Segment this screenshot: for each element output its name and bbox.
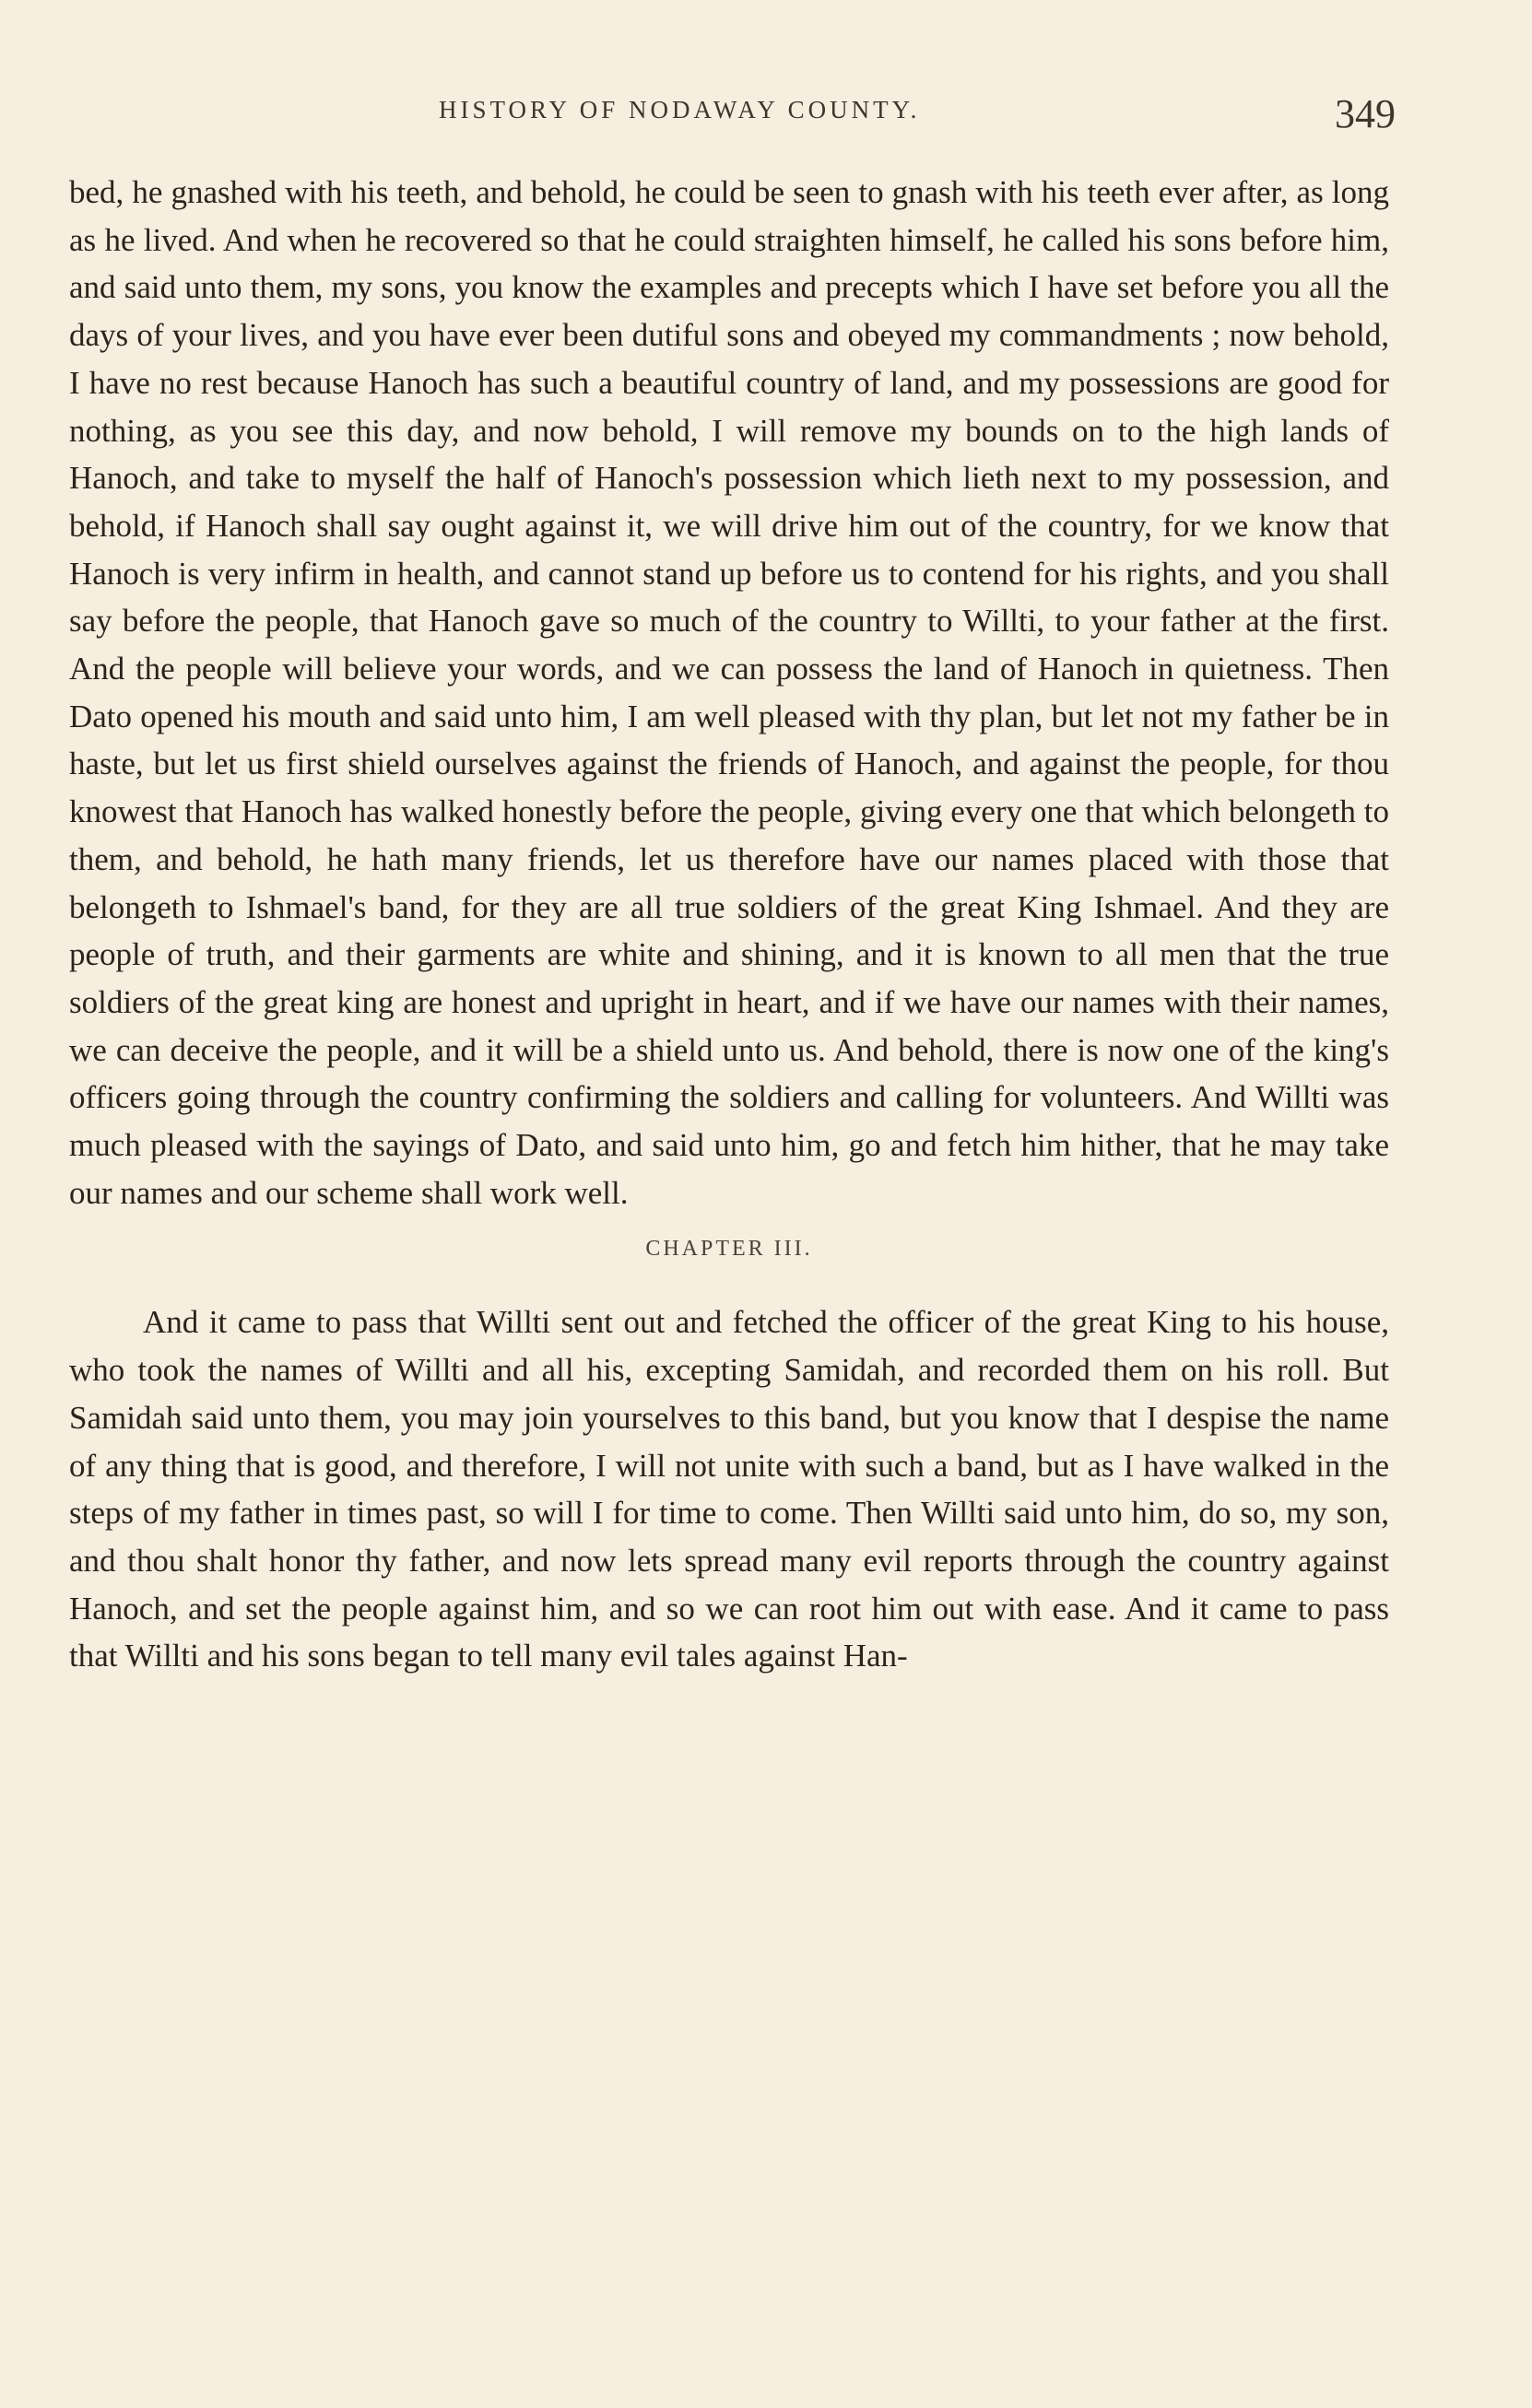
paragraph: And it came to pass that Willti sent out and fetched the officer of the great King to his house, who took the names of Willti and all his, excepting Samidah, and recorded them on his roll. But Samidah said unto them, you may join yourselves to this band, but you know that I despise the name of any thing that is good, and therefore, I will not unite with such a band, but as I have walked in the steps of my father in times past, so will I for time to come. Then Willti said unto him, do so, my son, and thou shalt honor thy father, and now lets spread many evil reports through the country against Hanoch, and set the people against him, and so we can root him out with ease. And it came to pass that Willti and his sons began to tell many evil tales against Han-	[69, 1304, 1389, 1674]
chapter-heading: CHAPTER III.	[645, 1237, 813, 1262]
page-header	[0, 90, 1532, 146]
page-number: 349	[1335, 91, 1396, 136]
body-text	[69, 169, 1389, 1680]
paragraph: bed, he gnashed with his teeth, and behold, he could be seen to gnash with his teeth ever after, as long as he lived. And when he recovered so that he could straighten himself, he called his sons before him, and said unto them, my sons, you know the examples and precepts which I have set before you all the days of your lives, and you have ever been dutiful sons and obeyed my commandments ; now behold, I have no rest because Hanoch has such a beautiful country of land, and my possessions are good for nothing, as you see this day, and now behold, I will remove my bounds on to the high lands of Hanoch, and take to myself the half of Hanoch's possession which lieth next to my possession, and behold, if Hanoch shall say ought against it, we will drive him out of the country, for we know that Hanoch is very infirm in health, and cannot stand up before us to contend for his rights, and you shall say before the people, that Hanoch gave so much of the country to Willti, to your father at the first. And the people will believe your words, and we can possess the land of Hanoch in quietness. Then Dato opened his mouth and said unto him, I am well pleased with thy plan, but let not my father be in haste, but let us first shield ourselves against the friends of Hanoch, and against the people, for thou knowest that Hanoch has walked honestly before the people, giving every one that which belongeth to them, and behold, he hath many friends, let us therefore have our names placed with those that belongeth to Ishmael's band, for they are all true soldiers of the great King Ishmael. And they are people of truth, and their garments are white and shining, and it is known to all men that the true soldiers of the great king are honest and upright in heart, and if we have our names with their names, we can deceive the people, and it will be a shield unto us. And behold, there is now one of the king's officers going through the country confirming the soldiers and calling for volunteers. And Willti was much pleased with the sayings of Dato, and said unto him, go and fetch him hither, that he may take our names and our scheme shall work well.	[69, 174, 1389, 1211]
running-head: HISTORY OF NODAWAY COUNTY.	[439, 96, 921, 123]
